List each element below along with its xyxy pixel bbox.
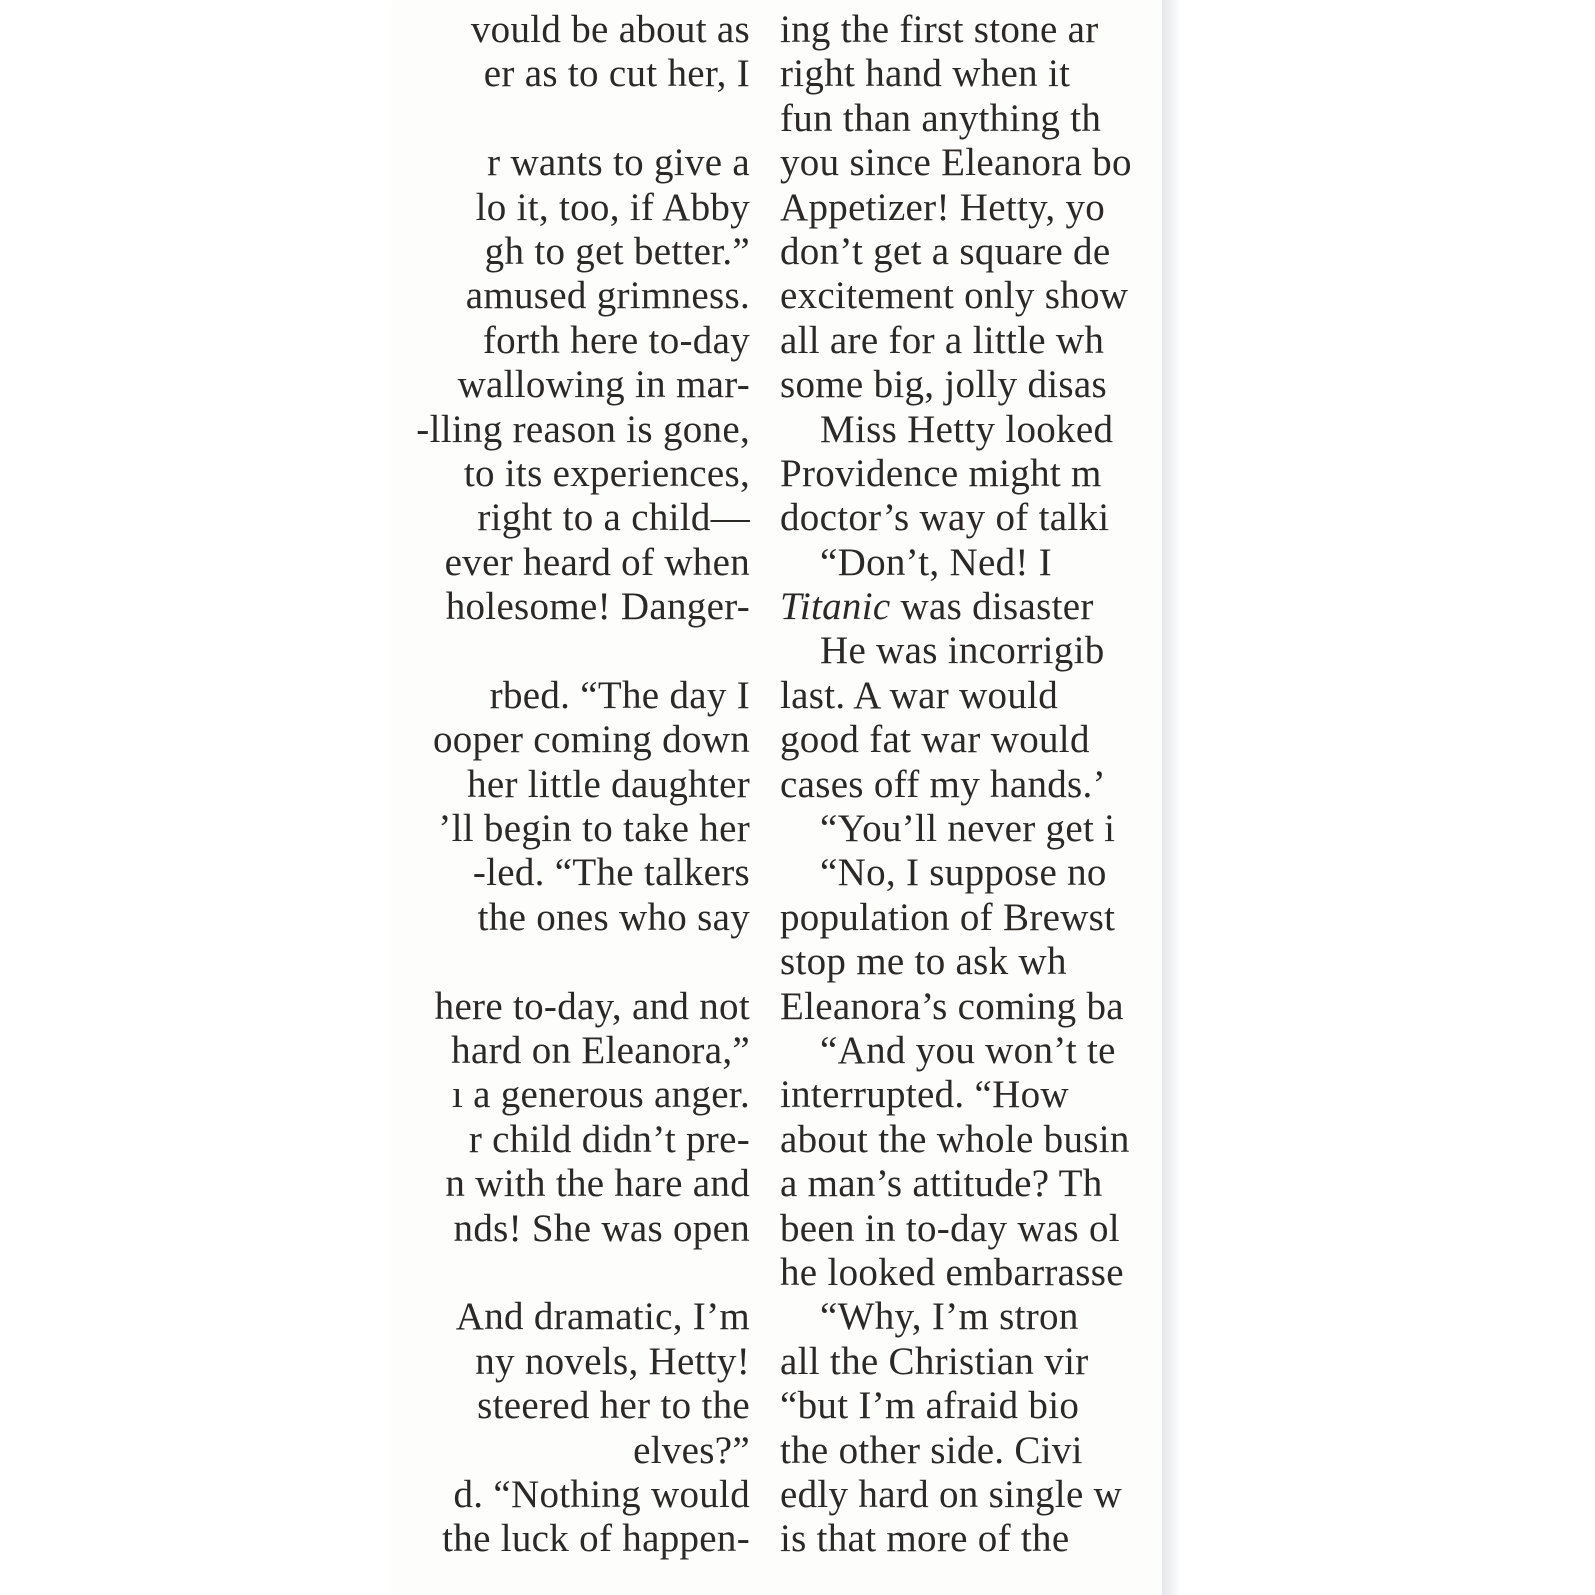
text-line: n with the hare and: [445, 1162, 750, 1206]
text-line: fun than anything th: [780, 96, 1102, 140]
text-line: cases off my hands.’: [780, 762, 1106, 806]
text-line: don’t get a square de: [780, 229, 1111, 273]
text-line: the ones who say: [477, 895, 750, 939]
text-line: you since Eleanora bo: [780, 141, 1132, 185]
text-line: to its experiences,: [463, 451, 750, 495]
text-line: Providence might m: [780, 451, 1102, 495]
text-line: ever heard of when: [444, 540, 750, 584]
text-line: -lling reason is gone,: [416, 407, 750, 451]
text-line: here to-day, and not: [434, 984, 750, 1028]
text-line: “You’ll never get i: [820, 807, 1116, 851]
text-line: population of Brewst: [780, 895, 1116, 939]
text-line: Eleanora’s coming ba: [780, 984, 1124, 1028]
text-line: all are for a little wh: [780, 318, 1105, 362]
blank-line: [392, 97, 750, 141]
text-line: r child didn’t pre-: [468, 1117, 750, 1161]
text-line: some big, jolly disas: [780, 363, 1107, 407]
text-line: is that more of the: [780, 1517, 1070, 1561]
text-line: holesome! Danger-: [445, 585, 750, 629]
text-line: gh to get better.”: [484, 229, 750, 273]
text-line: been in to-day was ol: [780, 1206, 1120, 1250]
text-line: ı a generous anger.: [451, 1073, 750, 1117]
text-line: forth here to-day: [482, 318, 750, 362]
right-text-column: [780, 8, 1162, 1562]
text-line: interrupted. “How: [780, 1073, 1069, 1117]
text-line: last. A war would: [780, 673, 1059, 717]
text-line: “but I’m afraid bio: [780, 1384, 1080, 1428]
text-line: wallowing in mar-: [457, 363, 750, 407]
text-line: nds! She was open: [453, 1206, 750, 1250]
text-line: elves?”: [633, 1428, 750, 1472]
text-line: excitement only show: [780, 274, 1129, 318]
text-line: ing the first stone ar: [780, 8, 1099, 51]
text-line: hard on Eleanora,”: [451, 1028, 750, 1072]
text-line: doctor’s way of talki: [780, 496, 1110, 540]
text-line: “Don’t, Ned! I: [820, 540, 1052, 584]
italic-word: Titanic: [780, 585, 891, 629]
text-line: “And you won’t te: [820, 1028, 1116, 1072]
text-line: right to a child—: [477, 496, 750, 540]
text-line: right hand when it: [780, 52, 1071, 96]
blank-line: [392, 629, 750, 673]
text-line: lo it, too, if Abby: [475, 185, 750, 229]
text-line: He was incorrigib: [820, 629, 1105, 673]
blank-line: [392, 1251, 750, 1295]
text-line: amused grimness.: [465, 274, 750, 318]
text-line: “Why, I’m stron: [820, 1295, 1079, 1339]
left-text-column: [392, 8, 750, 1562]
text-line: he looked embarrasse: [780, 1250, 1124, 1294]
text-line: ooper coming down: [432, 718, 750, 762]
text-line: er as to cut her, I: [483, 52, 750, 96]
text-line: good fat war would: [780, 718, 1090, 762]
text-line: ny novels, Hetty!: [475, 1339, 750, 1383]
text-line: r wants to give a: [487, 141, 750, 185]
strip-edge: [1162, 0, 1180, 1595]
text-line: d. “Nothing would: [453, 1472, 750, 1516]
text-line: Appetizer! Hetty, yo: [780, 185, 1106, 229]
text-line: the luck of happen-: [442, 1517, 750, 1561]
text-line: rbed. “The day I: [489, 673, 750, 717]
text-line: vould be about as: [470, 8, 750, 51]
text-line: -led. “The talkers: [472, 851, 750, 895]
text-line: all the Christian vir: [780, 1339, 1089, 1383]
text-line: the other side. Civi: [780, 1428, 1083, 1472]
text-line: Miss Hetty looked: [820, 407, 1114, 451]
text-line: And dramatic, I’m: [455, 1295, 750, 1339]
text-line: ’ll begin to take her: [438, 807, 750, 851]
text-line: steered her to the: [477, 1384, 750, 1428]
page-scan-strip: [392, 0, 1162, 1595]
text-line: about the whole busin: [780, 1117, 1130, 1161]
blank-line: [392, 940, 750, 984]
text-line: stop me to ask wh: [780, 940, 1067, 984]
text-line: a man’s attitude? Th: [780, 1162, 1103, 1206]
text-line: her little daughter: [467, 762, 750, 806]
text-line: Titanic was disaster: [780, 585, 1094, 629]
text-line: edly hard on single w: [780, 1472, 1123, 1516]
text-line: “No, I suppose no: [820, 851, 1107, 895]
